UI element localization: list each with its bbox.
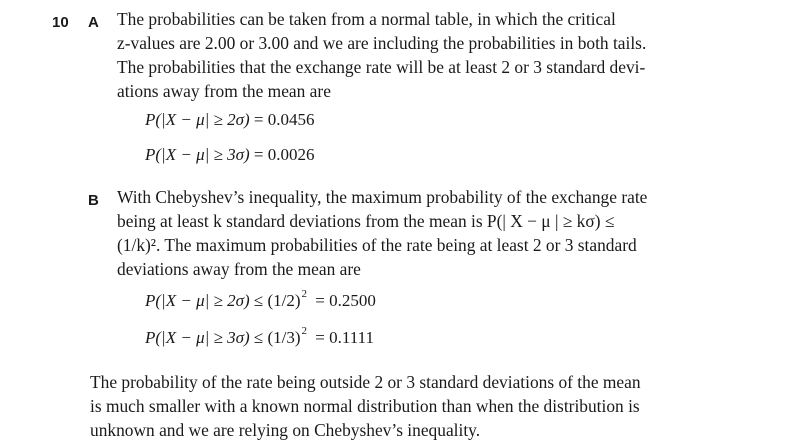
equation-b-1-lhs: P(|X − μ| ≥ 2σ) bbox=[145, 291, 250, 310]
conclusion-line-3: unknown and we are relying on Chebyshev’s inequality. bbox=[90, 420, 481, 440]
part-b-line-2: being at least k standard deviations from the mean is P(| X − μ | ≥ kσ) ≤ bbox=[117, 211, 615, 231]
part-b-line-3: (1/k)². The maximum probabilities of the rate being at least 2 or 3 standard bbox=[117, 235, 637, 255]
part-a-line-3: The probabilities that the exchange rate will be at least 2 or 3 standard devi- bbox=[117, 57, 646, 77]
question-number: 10 bbox=[52, 14, 69, 31]
part-a-label: A bbox=[88, 14, 99, 31]
equation-b-2 bbox=[145, 326, 374, 352]
equation-a-2-rhs: = 0.0026 bbox=[253, 145, 315, 164]
part-b-label: B bbox=[88, 192, 99, 209]
part-b-paragraph bbox=[117, 185, 717, 281]
equation-a-1-lhs: P(|X − μ| ≥ 2σ) bbox=[145, 110, 250, 129]
equation-b-1-bound: ≤ (1/2) bbox=[253, 291, 301, 310]
part-b-line-4: deviations away from the mean are bbox=[117, 259, 361, 279]
conclusion-line-2: is much smaller with a known normal distribution than when the distribution is bbox=[90, 396, 640, 416]
part-a-line-4: ations away from the mean are bbox=[117, 81, 331, 101]
equation-b-2-bound: ≤ (1/3) bbox=[253, 328, 301, 347]
conclusion-paragraph bbox=[90, 370, 730, 442]
part-a-paragraph bbox=[117, 7, 717, 103]
equation-b-2-lhs: P(|X − μ| ≥ 3σ) bbox=[145, 328, 250, 347]
equation-b-1-exponent: 2 bbox=[301, 288, 308, 300]
equation-b-1-rhs: = 0.2500 bbox=[315, 291, 376, 310]
conclusion-line-1: The probability of the rate being outside 2 or 3 standard deviations of the mean bbox=[90, 372, 641, 392]
part-a-line-1: The probabilities can be taken from a normal table, in which the critical bbox=[117, 9, 616, 29]
equation-b-1 bbox=[145, 289, 376, 315]
equation-b-2-rhs: = 0.1111 bbox=[315, 328, 374, 347]
equation-a-2-lhs: P(|X − μ| ≥ 3σ) bbox=[145, 145, 250, 164]
equation-a-1 bbox=[145, 108, 315, 132]
equation-a-2 bbox=[145, 143, 315, 167]
equation-a-1-rhs: = 0.0456 bbox=[253, 110, 315, 129]
equation-b-2-exponent: 2 bbox=[301, 325, 308, 337]
part-b-line-1: With Chebyshev’s inequality, the maximum probability of the exchange rate bbox=[117, 187, 648, 207]
part-a-line-2: z-values are 2.00 or 3.00 and we are including the probabilities in both tails. bbox=[117, 33, 647, 53]
